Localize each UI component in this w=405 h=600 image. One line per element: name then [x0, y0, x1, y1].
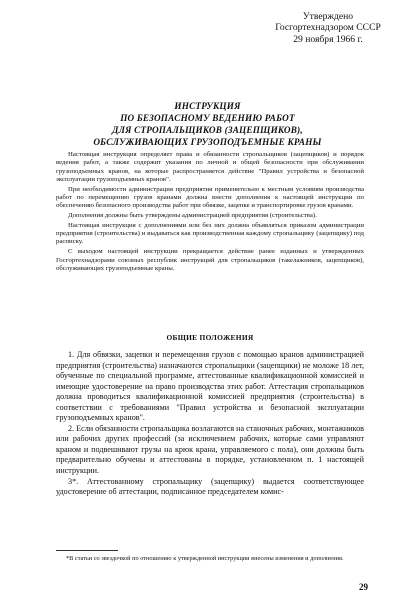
body-paragraph: 1. Для обвязки, зацепки и перемещения грузов с помощью кранов администрацией предприятия (строительства) назначаются стропальщики (зацепщики) не моложе 18 лет, обученные по специальной программе, аттестованные квалификационной комиссией и имеющие удостоверение на право производства этих работ. Аттестация стропальщиков должна проводиться квалификационной комиссией предприятия (строительства) в соответствии с требованиями "Правил устройства и безопасной эксплуатации грузоподъемных кранов". — [56, 350, 364, 423]
title-line-4: ОБСЛУЖИВАЮЩИХ ГРУЗОПОДЪЕМНЫЕ КРАНЫ — [93, 137, 322, 147]
approval-line-authority: Госгортехнадзором СССР — [275, 22, 381, 34]
intro-paragraph: С выходом настоящей инструкции прекращается действие ранее изданных и утвержденных Госгортехнадзорами союзных республик инструкций для стропальщиков (такелажников, зацепщиков), обслуживающих грузоподъемные краны. — [56, 248, 364, 272]
introduction — [56, 151, 364, 275]
footnote-text: *В статьи со звездочкой по отношению к утвержденной инструкции внесены изменения и дополнения. — [66, 555, 344, 562]
intro-paragraph: Дополнения должны быть утверждены администрацией предприятия (строительства). — [68, 212, 317, 220]
intro-paragraph: Настоящая инструкция с дополнениями или без них должна объявляться приказом администрации предприятия (строительства) и выдаваться как производственная каждому стропальщику (зацепщику) под расписку. — [56, 221, 364, 246]
intro-paragraph: При необходимости администрация предприятия применительно к местным условиям производства работ по перемещению грузов кранами должна внести дополнения к настоящей инструкции по обеспечению безопасного производства работ при обвязке, зацепке и транспортировке грузов кранами. — [56, 185, 364, 210]
title-line-2: ПО БЕЗОПАСНОМУ ВЕДЕНИЮ РАБОТ — [120, 113, 295, 123]
footnote — [56, 555, 364, 563]
approval-line-approved: Утверждено — [302, 11, 354, 22]
title-line-1: ИНСТРУКЦИЯ — [174, 101, 241, 111]
page-number: 29 — [359, 582, 368, 592]
footnote-divider — [56, 550, 118, 551]
document-title — [70, 100, 345, 148]
section-heading: ОБЩИЕ ПОЛОЖЕНИЯ — [166, 333, 254, 342]
body-paragraph: 2. Если обязанности стропальщика возлагаются на станочных рабочих, монтажников или рабочих других профессий (за исключением рабочих, которые сами управляют краном и подвешивают грузы на крюк крана, управляемого с пола), они должны быть предварительно обучены и аттестованы в порядке, установленном п. 1 настоящей инструкции. — [56, 423, 364, 476]
approval-stamp — [258, 11, 398, 45]
title-line-3: ДЛЯ СТРОПАЛЬЩИКОВ (ЗАЦЕПЩИКОВ), — [112, 125, 303, 135]
intro-paragraph: Настоящая инструкция определяет права и обязанности стропальщиков (зацепщиков) и порядок ведения работ, а также содержит указания по личной и общей безопасности при обслуживании грузоподъемных кранов, на которые распространяется действие "Правил устройства и безопасной эксплуатации грузоподъемных кранов". — [56, 151, 364, 183]
body-text — [56, 350, 364, 498]
approval-line-date: 29 ноября 1966 г. — [293, 33, 363, 45]
body-paragraph: 3*. Аттестованному стропальщику (зацепщику) выдается соответствующее удостоверение об аттестации, подписанное председателем комис- — [56, 476, 364, 497]
